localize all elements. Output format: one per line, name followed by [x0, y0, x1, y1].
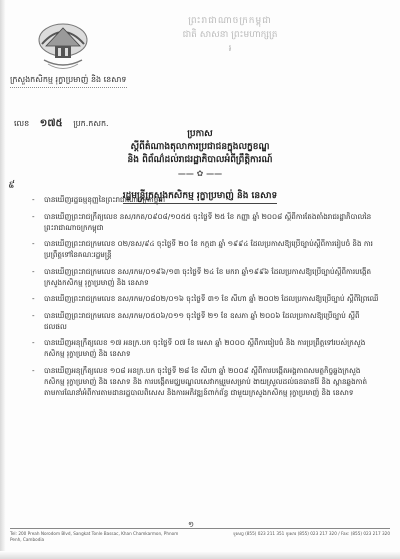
reference-suffix: ប្រក.កសក.	[73, 119, 109, 128]
list-item: - បានឃើញព្រះរាជក្រមលេខ នស/រកម/០៥០៦/០១១ ចុះថ្ងៃទី ២១ ខែ ឧសភា ឆ្នាំ ២០០៦ ដែលប្រកាសឱ្យប្រើច្បាប់ ស្តីពីជលផល	[32, 310, 360, 331]
page-edge-shadow	[0, 0, 6, 559]
page-number: ១	[188, 520, 195, 529]
recital-text: បានឃើញព្រះរាជក្រមលេខ នស/រកម/០១៩៦/១៣ ចុះថ្ងៃទី ២៤ ខែ មករា ឆ្នាំ១៩៩៦ ដែលប្រកាសឱ្យប្រើច្បាប់ស្តីពីការបង្កើតក្រសួងកសិកម្ម រុក្ខាប្រមាញ់ និង នេសាទ	[44, 266, 372, 287]
list-item: - បានឃើញព្រះរាជក្រឹត្យលេខ នស/រកត/០៩០៨/១០៥៥ ចុះថ្ងៃទី ២៥ ខែ កញ្ញា ឆ្នាំ ២០០៨ ស្តីពីការតែងតាំងរាជរដ្ឋាភិបាលនៃព្រះរាជាណាចក្រកម្ពុជា	[32, 211, 372, 232]
recital-text: បានឃើញព្រះរាជក្រមលេខ ០២/នស/៩៤ ចុះថ្ងៃទី ២០ ខែ កក្កដា ឆ្នាំ ១៩៩៤ ដែលប្រកាសឱ្យប្រើច្បាប់ស្តីពីការរៀបចំ និង ការប្រព្រឹត្តទៅនៃគណៈរដ្ឋមន្ត្រី	[44, 239, 373, 259]
recital-text: បានឃើញអនុក្រឹត្យលេខ ១៧ អនក្រ.បក ចុះថ្ងៃទី ០៧ ខែ មេសា ឆ្នាំ ២០០០ ស្តីពីការរៀបចំ និង ការប្រព្រឹត្តទៅរបស់ក្រសួងកសិកម្ម រុក្ខាប្រមាញ់ និង នេសាទ	[44, 338, 366, 358]
list-item: - បានឃើញព្រះរាជក្រមលេខ ០២/នស/៩៤ ចុះថ្ងៃទី ២០ ខែ កក្កដា ឆ្នាំ ១៩៩៤ ដែលប្រកាសឱ្យប្រើច្បាប់ស្តីពីការរៀបចំ និង ការប្រព្រឹត្តទៅនៃគណៈរដ្ឋមន្ត្រី	[32, 239, 373, 259]
ministry-header	[10, 74, 180, 88]
kingdom-title: ព្រះរាជាណាចក្រកម្ពុជា	[188, 16, 272, 26]
recital-text: បានឃើញព្រះរាជក្រឹត្យលេខ នស/រកត/០៩០៨/១០៥៥ ចុះថ្ងៃទី ២៥ ខែ កញ្ញា ឆ្នាំ ២០០៨ ស្តីពីការតែងតាំងរាជរដ្ឋាភិបាលនៃព្រះរាជាណាចក្រកម្ពុជា	[44, 211, 372, 232]
recital-text: បានឃើញអនុក្រឹត្យលេខ ១០៨ អនក្រ.បក ចុះថ្ងៃទី ២៨ ខែ សីហា ឆ្នាំ ២០០៩ ស្តីពីការបង្កើតអង្គភាពសមត្ថកិច្ចឆ្លងក្រសួងកសិកម្ម រុក្ខាប្រមាញ់ និង នេសាទ និង ការបង្កើតមជ្ឈមណ្ឌលសេវាកម្មរួមសម្រាប់ ងាយស្រួលដល់ធនធានរ៉ែ និង ស្ពានឆ្លងកាត់ តាមការណែនាំអំពីការតាមដានរដ្ឋបាលពិសេស និងការអភិវឌ្ឍន៍ពាក់ព័ន្ធ ជាមួយក្រសួងកសិកម្ម រុក្ខាប្រមាញ់ និង នេសាទ	[44, 365, 368, 397]
decree-title-block	[100, 128, 300, 204]
footer-divider	[10, 528, 390, 529]
header-ornament: ៛	[228, 44, 232, 54]
kingdom-motto: ជាតិ សាសនា ព្រះមហាក្សត្រ	[182, 30, 278, 40]
recital-list	[32, 194, 380, 403]
list-item: - បានឃើញរដ្ឋធម្មនុញ្ញនៃព្រះរាជាណាចក្រកម្ពុជា	[32, 195, 166, 204]
footer-address: Tel: 200 Preah Norodom Blvd, Sangkat Tonle Bassac, Khan Chamkarmon, Phnom Penh, Cambodia	[10, 531, 179, 542]
page-bottom-shadow	[0, 551, 400, 559]
recital-text: បានឃើញព្រះរាជក្រមលេខ នស/រកម/០៥០៦/០១១ ចុះថ្ងៃទី ២១ ខែ ឧសភា ឆ្នាំ ២០០៦ ដែលប្រកាសឱ្យប្រើច្បាប់ ស្តីពីជលផល	[44, 310, 360, 331]
kingdom-header	[130, 14, 330, 56]
footer	[10, 531, 390, 543]
ministry-emblem-icon	[36, 18, 90, 74]
list-item: - បានឃើញអនុក្រឹត្យលេខ ១០៨ អនក្រ.បក ចុះថ្ងៃទី ២៨ ខែ សីហា ឆ្នាំ ២០០៩ ស្តីពីការបង្កើតអង្គភាពសមត្ថកិច្ចឆ្លងក្រសួងកសិកម្ម រុក្ខាប្រមាញ់ និង នេសាទ និង ការបង្កើតមជ្ឈមណ្ឌលសេវាកម្មរួមសម្រាប់ ងាយស្រួលដល់ធនធានរ៉ែ និង ស្ពានឆ្លងកាត់ តាមការណែនាំអំពីការតាមដានរដ្ឋបាលពិសេស និងការអភិវឌ្ឍន៍ពាក់ព័ន្ធ ជាមួយក្រសួងកសិកម្ម រុក្ខាប្រមាញ់ និង នេសាទ	[32, 365, 368, 397]
margin-marker: ៩	[8, 180, 16, 191]
footer-contact: ទូរសព្ទ (855) 023 211 351 ទូរសារ (855) 023 217 320 / Fax: (855) 023 217 320	[233, 531, 390, 536]
reference-number: ១៧៥	[39, 118, 63, 129]
decree-type: ប្រកាស	[187, 129, 213, 139]
reference-prefix: លេខ	[14, 119, 30, 128]
issuing-authority-text: រដ្ឋមន្ត្រីក្រសួងកសិកម្ម រុក្ខាប្រមាញ់ និង នេសាទ	[123, 190, 278, 204]
recital-text: បានឃើញព្រះរាជក្រមលេខ នស/រកម/០៨០២/០១៦ ចុះថ្ងៃទី ៣១ ខែ សីហា ឆ្នាំ ២០០២ ដែលប្រកាសឱ្យប្រើច្បាប់ ស្តីពីព្រៃឈើ	[44, 294, 379, 303]
decree-subject-line2: និង ពិព័ណ៌ដល់រាជរដ្ឋាភិបាលអំពីព្រឹត្តិការណ៍	[127, 155, 273, 165]
title-ornament: —— ✿ ——	[177, 169, 223, 178]
list-item: - បានឃើញព្រះរាជក្រមលេខ នស/រកម/០១៩៦/១៣ ចុះថ្ងៃទី ២៤ ខែ មករា ឆ្នាំ១៩៩៦ ដែលប្រកាសឱ្យប្រើច្បាប់ស្តីពីការបង្កើតក្រសួងកសិកម្ម រុក្ខាប្រមាញ់ និង នេសាទ	[32, 266, 372, 287]
list-item: - បានឃើញអនុក្រឹត្យលេខ ១៧ អនក្រ.បក ចុះថ្ងៃទី ០៧ ខែ មេសា ឆ្នាំ ២០០០ ស្តីពីការរៀបចំ និង ការប្រព្រឹត្តទៅរបស់ក្រសួងកសិកម្ម រុក្ខាប្រមាញ់ និង នេសាទ	[32, 338, 366, 358]
ministry-name: ក្រសួងកសិកម្ម រុក្ខាប្រមាញ់ និង នេសាទ	[10, 74, 127, 88]
list-item: - បានឃើញព្រះរាជក្រមលេខ នស/រកម/០៨០២/០១៦ ចុះថ្ងៃទី ៣១ ខែ សីហា ឆ្នាំ ២០០២ ដែលប្រកាសឱ្យប្រើច្បាប់ ស្តីពីព្រៃឈើ	[32, 294, 379, 303]
decree-subject-line1: ស្តីពីតំណាងតុលាការប្រជាជនក្នុងលក្ខខណ្ឌ	[130, 142, 270, 152]
recital-text: បានឃើញរដ្ឋធម្មនុញ្ញនៃព្រះរាជាណាចក្រកម្ពុជា	[44, 195, 166, 204]
